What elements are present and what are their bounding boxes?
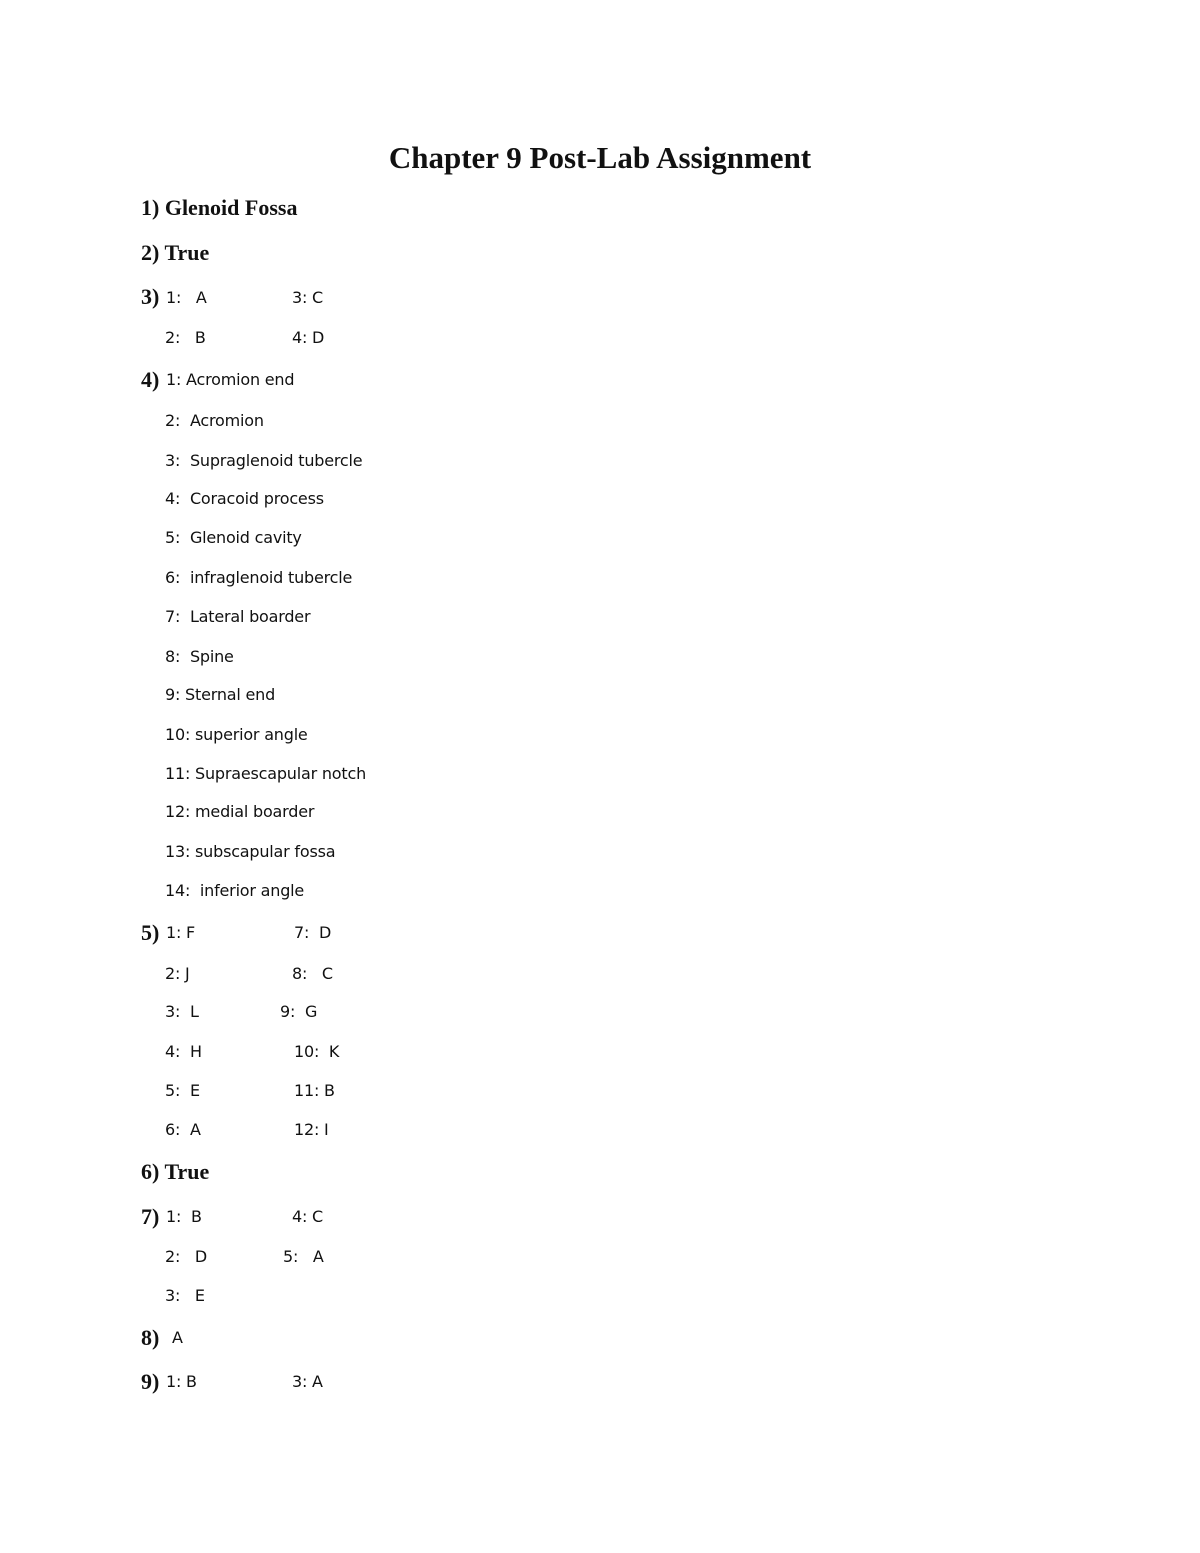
question-2 [141, 239, 209, 267]
question-8-number: 8) [141, 1325, 160, 1350]
answer-item: 9: G [280, 1002, 318, 1021]
answer-item: 4: H [165, 1042, 202, 1061]
answer-item: 11: Supraescapular notch [165, 764, 367, 783]
answer-item: 3: E [165, 1286, 205, 1305]
answer-item: 7: D [294, 923, 332, 942]
question-5-number: 5) [141, 920, 160, 945]
answer-item: 4: Coracoid process [165, 489, 324, 508]
answer-text: True [164, 240, 210, 265]
answer-item: 1: A [166, 288, 207, 307]
answer-item: 1: Acromion end [166, 370, 295, 389]
answer-item: 2: Acromion [165, 411, 264, 430]
answer-text: True [164, 1159, 210, 1184]
question-1 [141, 194, 297, 222]
answer-item: 8: Spine [165, 647, 234, 666]
answer-item: 3: Supraglenoid tubercle [165, 451, 363, 470]
question-number: 1) [141, 195, 160, 220]
question-4-number: 4) [141, 367, 160, 392]
answer-item: 12: medial boarder [165, 802, 315, 821]
question-number: 2) [141, 240, 160, 265]
answer-item: 14: inferior angle [165, 881, 305, 900]
answer-item: 10: superior angle [165, 725, 308, 744]
question-number: 6) [141, 1159, 160, 1184]
answer-item: 3: A [292, 1372, 323, 1391]
answer-item: 12: I [294, 1120, 329, 1139]
question-6 [141, 1158, 209, 1186]
page-title: Chapter 9 Post-Lab Assignment [388, 140, 812, 175]
answer-item: 4: C [292, 1207, 324, 1226]
answer-item: 2: J [165, 964, 190, 983]
answer-item: 4: D [292, 328, 325, 347]
answer-item: 10: K [294, 1042, 340, 1061]
answer-item: 5: A [283, 1247, 324, 1266]
question-9-number: 9) [141, 1369, 160, 1394]
answer-item: 3: C [292, 288, 324, 307]
answer-item: 6: A [165, 1120, 201, 1139]
question-7-number: 7) [141, 1204, 160, 1229]
answer-item: 7: Lateral boarder [165, 607, 311, 626]
question-3-number: 3) [141, 284, 160, 309]
answer-text: Glenoid Fossa [164, 195, 298, 220]
answer-item: 1: B [166, 1207, 202, 1226]
answer-item: 11: B [294, 1081, 335, 1100]
answer-item: 13: subscapular fossa [165, 842, 336, 861]
answer-item: 5: E [165, 1081, 200, 1100]
answer-item: 2: D [165, 1247, 207, 1266]
answer-item: 9: Sternal end [165, 685, 276, 704]
answer-item: 5: Glenoid cavity [165, 528, 302, 547]
answer-item: 1: F [166, 923, 196, 942]
answer-item: 2: B [165, 328, 206, 347]
answer-item: 1: B [166, 1372, 197, 1391]
answer-item: 6: infraglenoid tubercle [165, 568, 353, 587]
answer-item: 8: C [292, 964, 333, 983]
answer-item: A [172, 1328, 183, 1347]
answer-item: 3: L [165, 1002, 199, 1021]
